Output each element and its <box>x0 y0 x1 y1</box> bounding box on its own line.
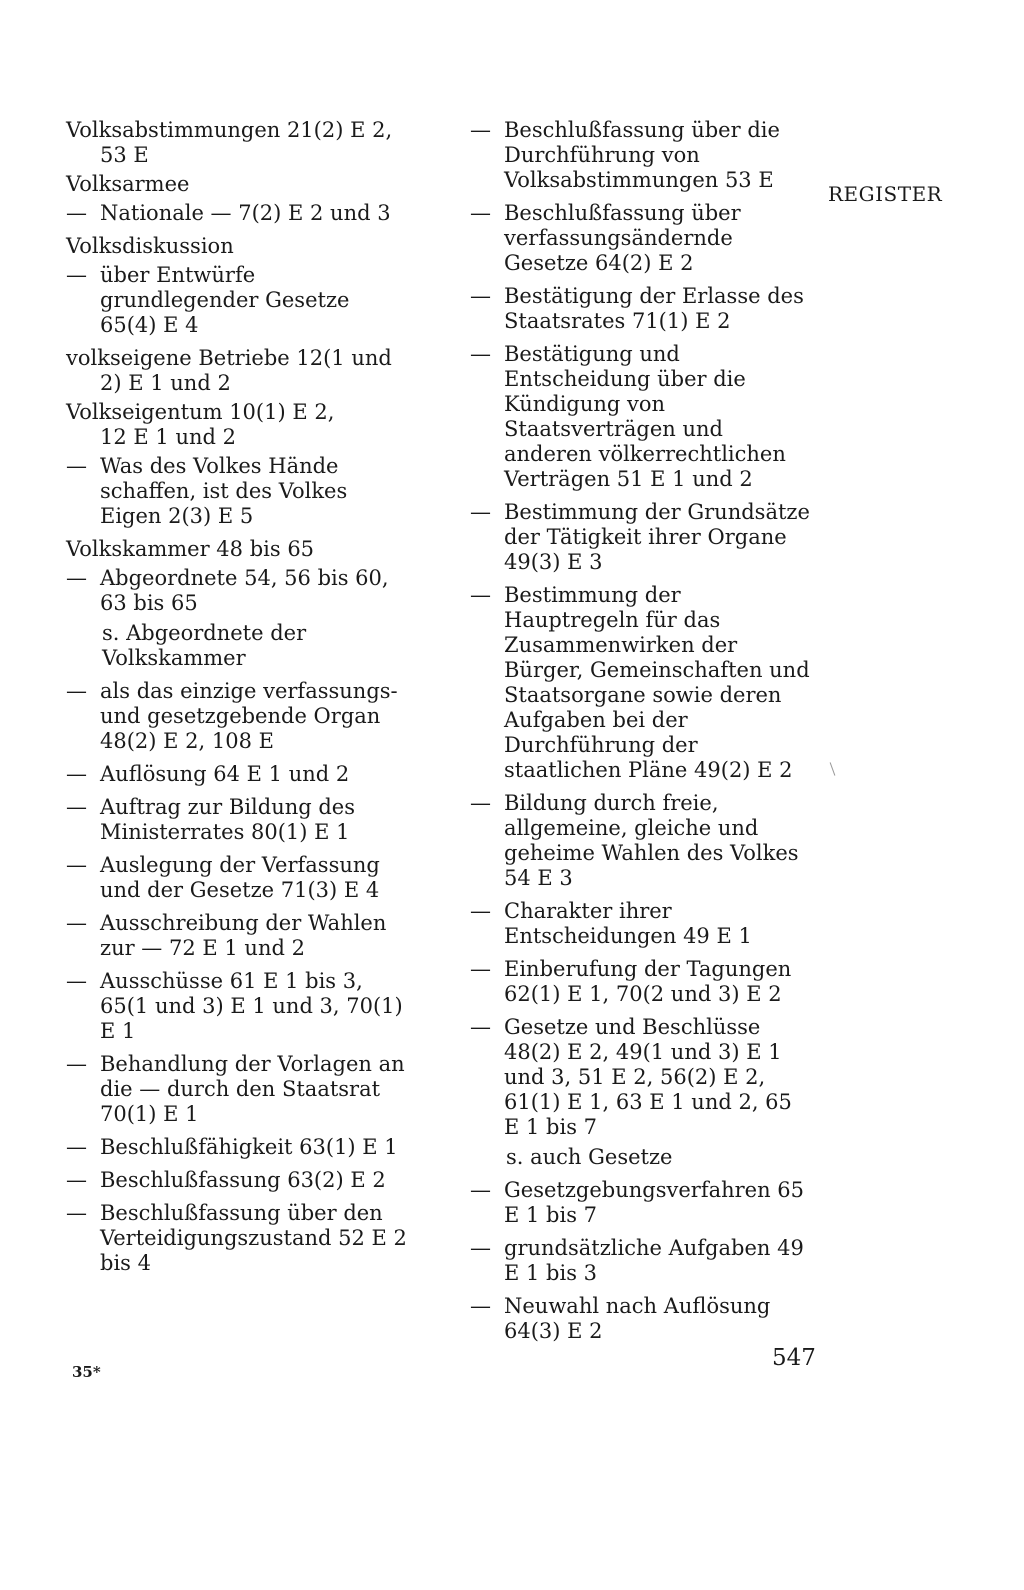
index-subentry-text: Neuwahl nach Auflösung 64(3) E 2 <box>504 1294 771 1343</box>
dash-marker: — <box>66 969 87 993</box>
index-subentry <box>66 1135 411 1160</box>
index-subentry-text: Beschlußfassung über den Verteidigungszustand 52 E 2 bis 4 <box>100 1201 407 1275</box>
index-subentry <box>66 454 411 529</box>
index-subentry <box>66 853 411 903</box>
index-subentry-text: Bestätigung und Entscheidung über die Kündigung von Staatsverträgen und anderen völkerrechtlichen Verträgen 51 E 1 und 2 <box>504 342 786 491</box>
index-heading <box>66 234 411 259</box>
index-heading-text: Volksdiskussion <box>66 234 234 258</box>
dash-marker: — <box>470 118 491 142</box>
index-subentry-text: Abgeordnete 54, 56 bis 60, 63 bis 65 <box>100 566 389 615</box>
index-subentry-text: Charakter ihrer Entscheidungen 49 E 1 <box>504 899 752 948</box>
index-heading <box>66 172 411 197</box>
dash-marker: — <box>470 1294 491 1318</box>
index-column-left <box>66 118 411 1284</box>
index-subentry <box>66 795 411 845</box>
index-subentry-text: Ausschreibung der Wahlen zur — 72 E 1 und 2 <box>100 911 387 960</box>
dash-marker: — <box>470 284 491 308</box>
dash-marker: — <box>66 762 87 786</box>
index-subentry <box>470 583 812 783</box>
see-reference: s. Abgeordnete der Volkskammer <box>102 621 307 670</box>
index-subentry <box>66 762 411 787</box>
index-subentry <box>66 911 411 961</box>
dash-marker: — <box>66 454 87 478</box>
dash-marker: — <box>66 853 87 877</box>
dash-marker: — <box>66 201 87 225</box>
index-heading-text: volkseigene Betriebe 12(1 und <box>66 346 392 370</box>
index-subentry-text: Gesetze und Beschlüsse 48(2) E 2, 49(1 und 3) E 1 und 3, 51 E 2, 56(2) E 2, 61(1) E 1, 63 E 1 und 2, 65 E 1 bis 7 <box>504 1015 792 1139</box>
index-subentry <box>66 201 411 226</box>
dash-marker: — <box>66 911 87 935</box>
dash-marker: — <box>470 583 491 607</box>
index-subentry-text: Ausschüsse 61 E 1 bis 3, 65(1 und 3) E 1 und 3, 70(1) E 1 <box>100 969 403 1043</box>
dash-marker: — <box>470 957 491 981</box>
dash-marker: — <box>66 1201 87 1225</box>
dash-marker: — <box>66 1052 87 1076</box>
index-subentry-text: Auftrag zur Bildung des Ministerrates 80(1) E 1 <box>100 795 356 844</box>
dash-marker: — <box>66 795 87 819</box>
index-subentry-text: Auslegung der Verfassung und der Gesetze 71(3) E 4 <box>100 853 380 902</box>
index-subentry <box>470 118 812 193</box>
dash-marker: — <box>470 500 491 524</box>
index-subentry-text: Einberufung der Tagungen 62(1) E 1, 70(2 und 3) E 2 <box>504 957 792 1006</box>
index-heading <box>66 400 411 450</box>
dash-marker: — <box>470 1015 491 1039</box>
index-subentry <box>470 201 812 276</box>
index-subentry-text: Gesetzgebungsverfahren 65 E 1 bis 7 <box>504 1178 805 1227</box>
index-subentry <box>470 899 812 949</box>
index-subentry <box>470 1178 812 1228</box>
index-subentry-text: Auflösung 64 E 1 und 2 <box>100 762 350 786</box>
index-subentry <box>66 1168 411 1193</box>
dash-marker: — <box>66 263 87 287</box>
index-subentry <box>470 1236 812 1286</box>
dash-marker: — <box>66 1135 87 1159</box>
index-heading-text: Volksarmee <box>66 172 190 196</box>
index-subentry-text: über Entwürfe grundlegender Gesetze 65(4) E 4 <box>100 263 350 337</box>
dash-marker: — <box>470 899 491 923</box>
index-subentry-text: Bestätigung der Erlasse des Staatsrates 71(1) E 2 <box>504 284 804 333</box>
index-heading-continuation: 2) E 1 und 2 <box>100 371 231 395</box>
index-subentry-text: Behandlung der Vorlagen an die — durch den Staatsrat 70(1) E 1 <box>100 1052 405 1126</box>
index-column-right <box>470 118 812 1352</box>
dash-marker: — <box>470 342 491 366</box>
index-subentry-text: Beschlußfassung 63(2) E 2 <box>100 1168 386 1192</box>
index-subentry <box>470 284 812 334</box>
index-subentry <box>66 1201 411 1276</box>
dash-marker: — <box>470 201 491 225</box>
dash-marker: — <box>66 679 87 703</box>
dash-marker: — <box>66 1168 87 1192</box>
dash-marker: — <box>66 566 87 590</box>
index-heading-text: Volkseigentum 10(1) E 2, <box>66 400 335 424</box>
dash-marker: — <box>470 1236 491 1260</box>
dash-marker: — <box>470 791 491 815</box>
index-subentry <box>470 1294 812 1344</box>
see-reference: s. auch Gesetze <box>506 1145 673 1169</box>
index-subentry <box>66 679 411 754</box>
signature-mark: 35* <box>72 1363 101 1381</box>
index-heading <box>66 118 411 168</box>
index-subentry <box>470 957 812 1007</box>
page-number: 547 <box>772 1345 816 1371</box>
index-subentry-text: Bestimmung der Grundsätze der Tätigkeit ihrer Organe 49(3) E 3 <box>504 500 810 574</box>
index-subentry <box>66 566 411 616</box>
index-subentry-text: als das einzige verfassungs- und gesetzgebende Organ 48(2) E 2, 108 E <box>100 679 398 753</box>
index-heading-text: Volksabstimmungen 21(2) E 2, <box>66 118 393 142</box>
index-subentry-text: Bildung durch freie, allgemeine, gleiche und geheime Wahlen des Volkes 54 E 3 <box>504 791 799 890</box>
index-heading-continuation: 12 E 1 und 2 <box>100 425 236 449</box>
index-heading-text: Volkskammer 48 bis 65 <box>66 537 315 561</box>
stray-mark <box>830 762 836 775</box>
dash-marker: — <box>470 1178 491 1202</box>
index-subentry <box>470 500 812 575</box>
index-heading <box>66 537 411 562</box>
index-subentry-text: Nationale — 7(2) E 2 und 3 <box>100 201 391 225</box>
index-subentry <box>66 969 411 1044</box>
index-heading-continuation: 53 E <box>100 143 149 167</box>
index-subentry <box>470 342 812 492</box>
index-heading <box>66 346 411 396</box>
index-subentry <box>66 263 411 338</box>
index-subentry <box>470 791 812 891</box>
index-subentry-text: Beschlußfassung über die Durchführung von Volksabstimmungen 53 E <box>504 118 780 192</box>
index-subentry <box>66 1052 411 1127</box>
index-subentry-text: Was des Volkes Hände schaffen, ist des Volkes Eigen 2(3) E 5 <box>100 454 348 528</box>
index-subentry <box>470 1015 812 1140</box>
index-subentry-text: Beschlußfähigkeit 63(1) E 1 <box>100 1135 398 1159</box>
section-label: REGISTER <box>828 182 943 206</box>
index-subentry-text: grundsätzliche Aufgaben 49 E 1 bis 3 <box>504 1236 804 1285</box>
index-subentry-text: Beschlußfassung über verfassungsändernde Gesetze 64(2) E 2 <box>504 201 741 275</box>
index-subentry-text: Bestimmung der Hauptregeln für das Zusammenwirken der Bürger, Gemeinschaften und Staatsorgane sowie deren Aufgaben bei der Durchführung der staatlichen Pläne 49(2) E 2 <box>504 583 810 782</box>
